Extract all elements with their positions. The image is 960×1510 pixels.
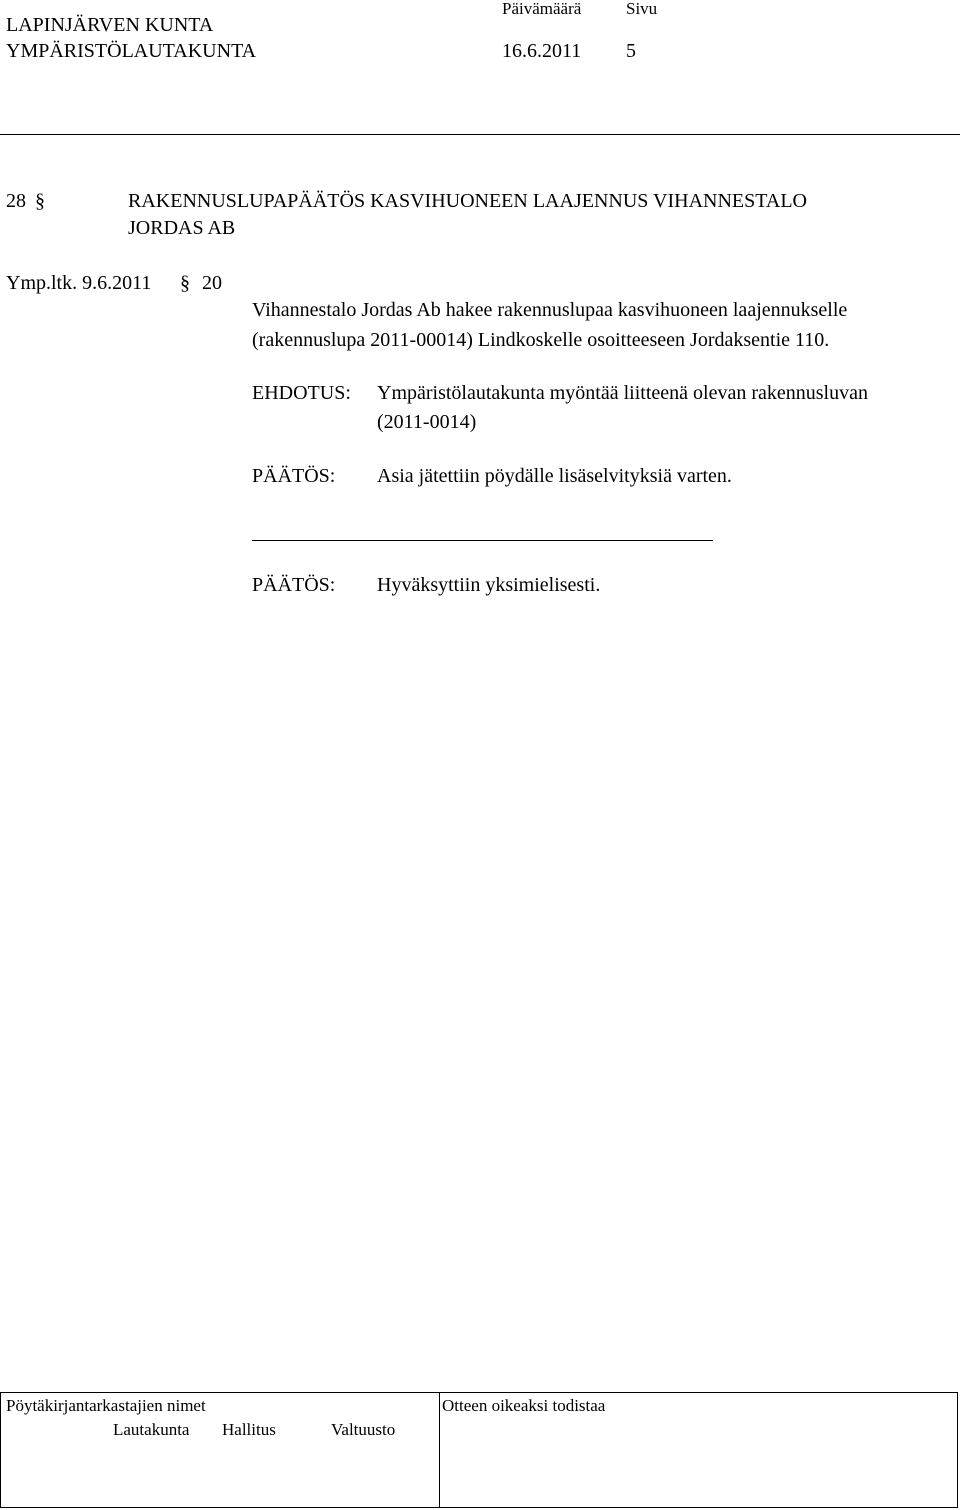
proposal-line2: (2011-0014) xyxy=(377,411,477,433)
decision2-text: Hyväksyttiin yksimielisesti. xyxy=(377,574,601,596)
extract-label: Otteen oikeaksi todistaa xyxy=(442,1396,606,1415)
reference-text: Ymp.ltk. 9.6.2011 xyxy=(6,272,152,294)
proposal-label: EHDOTUS: xyxy=(252,382,351,404)
section-title-line2: JORDAS AB xyxy=(128,217,236,239)
footer-column-lautakunta: Lautakunta xyxy=(113,1420,190,1439)
footer-column-hallitus: Hallitus xyxy=(222,1420,276,1439)
page-number: 5 xyxy=(626,40,636,62)
description-line2: (rakennuslupa 2011-00014) Lindkoskelle osoitteeseen Jordaksentie 110. xyxy=(252,329,830,351)
section-number: 28 xyxy=(6,190,26,212)
footer-column-valtuusto: Valtuusto xyxy=(331,1420,396,1439)
committee-name: YMPÄRISTÖLAUTAKUNTA xyxy=(6,40,257,62)
footer-box xyxy=(0,1392,958,1508)
proposal-line1: Ympäristölautakunta myöntää liitteenä olevan rakennusluvan xyxy=(377,382,868,404)
footer-divider xyxy=(439,1393,440,1507)
document-date: 16.6.2011 xyxy=(502,40,582,62)
reference-symbol: § xyxy=(180,272,190,294)
section-title-line1: RAKENNUSLUPAPÄÄTÖS KASVIHUONEEN LAAJENNUS VIHANNESTALO xyxy=(128,190,807,212)
header-rule xyxy=(0,134,960,135)
separator-line xyxy=(252,540,713,541)
section-symbol: § xyxy=(35,190,45,212)
date-label: Päivämäärä xyxy=(502,0,582,18)
description-line1: Vihannestalo Jordas Ab hakee rakennuslupaa kasvihuoneen laajennukselle xyxy=(252,299,848,321)
page-label: Sivu xyxy=(626,0,658,18)
reference-number: 20 xyxy=(202,272,222,294)
decision1-label: PÄÄTÖS: xyxy=(252,465,336,487)
decision1-text: Asia jätettiin pöydälle lisäselvityksiä varten. xyxy=(377,465,732,487)
decision2-label: PÄÄTÖS: xyxy=(252,574,336,596)
checkers-label: Pöytäkirjantarkastajien nimet xyxy=(6,1396,206,1415)
organization-name: LAPINJÄRVEN KUNTA xyxy=(6,14,214,36)
